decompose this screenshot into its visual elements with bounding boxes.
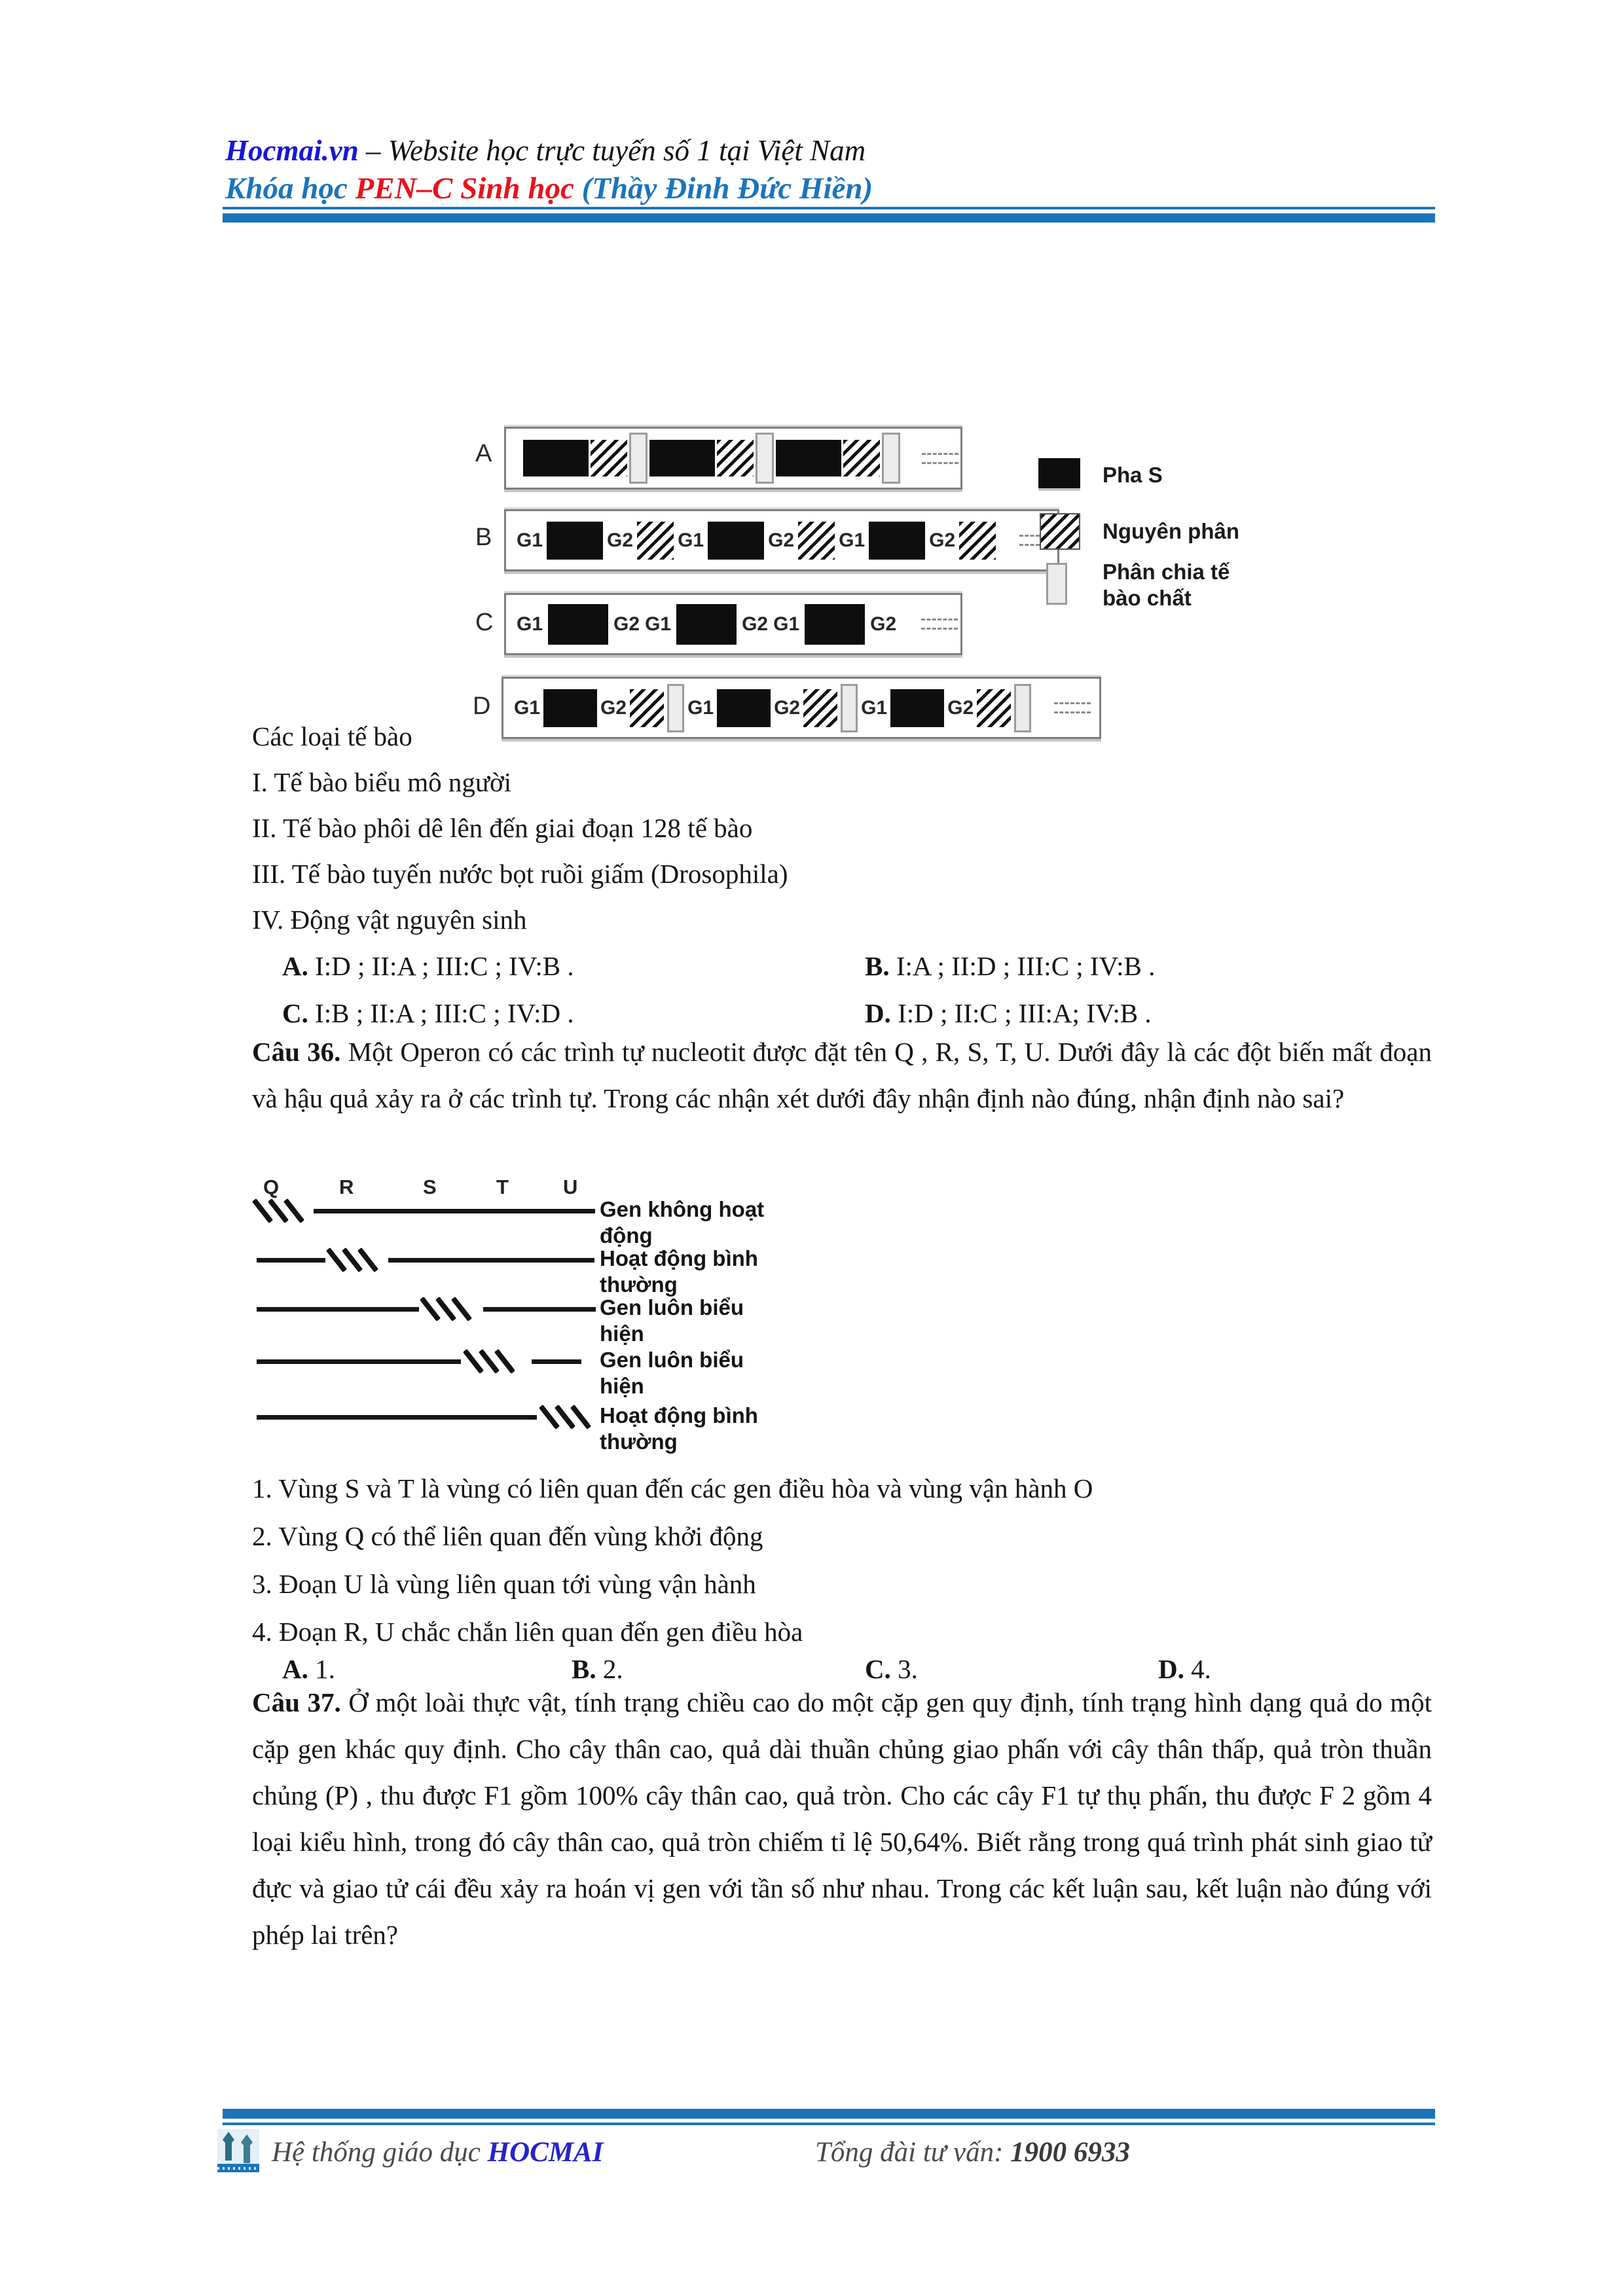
operon-row-5 (257, 1401, 589, 1433)
operon-gap (473, 1309, 479, 1310)
operon-row-1 (257, 1195, 595, 1227)
phase-label-g2: G2 (613, 613, 640, 635)
list-item-2: II. Tế bào phôi dê lên đến giai đoạn 128 tế bào (252, 813, 753, 843)
cell-row-label-c: C (475, 609, 494, 636)
q36-option-c-text: 3. (898, 1654, 918, 1684)
q35-option-c-text: I:B ; II:A ; III:C ; IV:D . (315, 998, 574, 1028)
mitosis-hatch-block (717, 440, 754, 476)
phase-label-g2: G2 (929, 529, 956, 551)
statement-1: 1. Vùng S và T là vùng có liên quan đến các gen điều hòa và vùng vận hành O (252, 1473, 1093, 1503)
phase-label-g1: G1 (861, 696, 888, 719)
legend-label-mitosis: Nguyên phân (1103, 519, 1240, 543)
mitosis-hatch-block (591, 440, 627, 476)
q35-option-b-letter: B. (865, 951, 890, 981)
s-phase-block (649, 440, 715, 476)
q35-option-c (282, 997, 574, 1029)
deleted-region-hatch (541, 1401, 589, 1433)
list-intro: Các loại tế bào (252, 721, 412, 751)
course-teacher: (Thầy Đinh Đức Hiền) (581, 171, 873, 206)
cell-row-label-d: D (473, 692, 491, 720)
cytokinesis-box (882, 433, 900, 484)
mitosis-hatch-block (803, 689, 837, 727)
phase-label-g2: G2 (742, 613, 769, 635)
mitosis-hatch-block (843, 440, 880, 476)
operon-gap (517, 1361, 528, 1362)
cell-row-label-a: A (475, 440, 492, 467)
logo-figure-icon (223, 2132, 234, 2161)
q35-option-a-letter: A. (282, 951, 308, 981)
s-phase-block (890, 689, 944, 727)
footer-hotline-label: Tổng đài tư vấn: (815, 2137, 1011, 2168)
continuation-dashes (1054, 702, 1091, 713)
phase-label-g2: G2 (774, 696, 801, 719)
operon-segment-line (388, 1258, 594, 1263)
phase-label-g1: G1 (517, 529, 543, 551)
operon-letter-q: Q (263, 1175, 280, 1198)
q36-option-c-letter: C. (865, 1654, 891, 1684)
cytokinesis-box (756, 433, 774, 484)
q35-option-b-text: I:A ; II:D ; III:C ; IV:B . (896, 951, 1156, 981)
mitosis-hatch-block (959, 522, 996, 560)
phase-label-g1: G1 (678, 529, 704, 551)
site-name: Hocmai.vn (225, 134, 359, 167)
cell-row-label-b: B (475, 524, 492, 551)
s-phase-block (523, 440, 589, 476)
footer-organization (272, 2136, 603, 2168)
cytokinesis-box (841, 684, 858, 732)
q35-option-d-letter: D. (865, 998, 891, 1028)
s-phase-block (676, 604, 737, 645)
operon-letter-u: U (563, 1175, 578, 1198)
q35-option-a (282, 950, 574, 982)
deleted-region-hatch (257, 1195, 299, 1227)
question-36-body: Một Operon có các trình tự nucleotit được đặt tên Q , R, S, T, U. Dưới đây là các đột biến mất đoạn và hậu quả xảy ra ở các trình tự. Trong các nhận xét dưới đây nhận định nào đúng, nhận định nào sai? (252, 1037, 1432, 1113)
header-rule-thin (223, 207, 1435, 209)
q36-option-d-letter: D. (1158, 1654, 1184, 1684)
legend-label-s-phase: Pha S (1103, 463, 1163, 487)
question-36-text (252, 1029, 1432, 1122)
operon-segment-line (532, 1359, 581, 1364)
mitosis-hatch-block (637, 522, 674, 560)
legend-swatch-s-phase (1038, 458, 1080, 488)
footer-rule-thin (223, 2123, 1435, 2125)
footer-org-prefix: Hệ thống giáo dục (272, 2137, 488, 2168)
s-phase-block (548, 604, 608, 645)
operon-letter-s: S (423, 1175, 437, 1198)
operon-segment-line (257, 1415, 537, 1420)
header-line-1 (225, 134, 866, 168)
footer-hotline (815, 2136, 1130, 2168)
operon-row-2 (257, 1244, 594, 1276)
q36-statements (252, 1465, 1093, 1656)
list-item-3: III. Tế bào tuyến nước bọt ruồi giấm (Drosophila) (252, 859, 788, 889)
continuation-dashes (922, 453, 958, 464)
question-37-body: Ở một loài thực vật, tính trạng chiều cao do một cặp gen quy định, tính trạng hình dạng quả do một cặp gen khác quy định. Cho cây thân cao, quả dài thuần chủng giao phấn với cây thân thấp, quả tròn thuần chủng (P) , thu được F1 gồm 100% cây thân cao, quả tròn. Cho các cây F1 tự thụ phấn, thu được F 2 gồm 4 loại kiểu hình, trong đó cây thân cao, quả tròn chiếm tỉ lệ 50,64%. Biết rằng trong quá trình phát sinh giao tử đực và giao tử cái đều xảy ra hoán vị gen với tần số như nhau. Trong các kết luận sau, kết luận nào đúng với phép lai trên? (252, 1687, 1432, 1950)
logo-base-bar (217, 2164, 259, 2172)
operon-segment-line (257, 1359, 461, 1364)
q36-option-a-letter: A. (282, 1654, 308, 1684)
s-phase-block (776, 440, 841, 476)
s-phase-block (805, 604, 865, 645)
logo-figure-icon (241, 2134, 253, 2163)
list-item-1: I. Tế bào biểu mô người (252, 767, 512, 797)
cell-cycle-row-a (504, 427, 962, 490)
operon-segment-line (483, 1307, 596, 1312)
course-name: PEN–C Sinh học (355, 171, 582, 206)
q35-option-a-text: I:D ; II:A ; III:C ; IV:B . (315, 951, 574, 981)
header-line-2 (225, 171, 873, 206)
phase-label-g2: G2 (607, 529, 634, 551)
mitosis-hatch-block (798, 522, 835, 560)
footer-org-name: HOCMAI (487, 2137, 604, 2168)
phase-label-g1: G1 (839, 529, 866, 551)
question-36-number: Câu 36. (252, 1037, 341, 1067)
operon-row-1-label: Gen không hoạt động (600, 1197, 765, 1247)
operon-row-4 (257, 1346, 581, 1377)
q35-option-c-letter: C. (282, 998, 308, 1028)
footer-hotline-number: 1900 6933 (1010, 2137, 1130, 2168)
operon-row-4-label: Gen luôn biểu hiện (600, 1348, 744, 1398)
mitosis-hatch-block (977, 689, 1011, 727)
operon-segment-line (257, 1307, 419, 1312)
q35-option-d (865, 997, 1152, 1029)
deleted-region-hatch (329, 1244, 375, 1276)
hocmai-logo (217, 2129, 259, 2172)
operon-letter-t: T (496, 1175, 509, 1198)
q36-option-d-text: 4. (1191, 1654, 1211, 1684)
s-phase-block (708, 522, 764, 560)
cell-cycle-row-c (504, 593, 962, 655)
phase-label-g2: G2 (768, 529, 795, 551)
site-tagline: – Website học trực tuyến số 1 tại Việt Nam (358, 134, 866, 167)
statement-2: 2. Vùng Q có thể liên quan đến vùng khởi động (252, 1521, 763, 1551)
statement-4: 4. Đoạn R, U chắc chắn liên quan đến gen điều hòa (252, 1617, 803, 1647)
operon-row-3 (257, 1293, 596, 1325)
continuation-dashes (921, 619, 958, 630)
q36-option-b-letter: B. (572, 1654, 596, 1684)
cytokinesis-box (629, 433, 647, 484)
operon-letter-r: R (339, 1175, 354, 1198)
question-37-number: Câu 37. (252, 1687, 341, 1717)
deleted-region-hatch (423, 1293, 469, 1325)
course-prefix: Khóa học (225, 171, 356, 206)
cell-cycle-row-b (504, 509, 1059, 571)
legend-swatch-mitosis (1040, 513, 1080, 550)
operon-row-5-label: Hoạt động bình thường (600, 1403, 758, 1454)
operon-segment-line (257, 1258, 325, 1263)
q36-option-a-text: 1. (315, 1654, 335, 1684)
phase-label-g1: G1 (517, 613, 543, 635)
phase-label-g2: G2 (870, 613, 897, 635)
list-item-4: IV. Động vật nguyên sinh (252, 905, 527, 935)
phase-label-g1: G1 (645, 613, 672, 635)
q36-option-b-text: 2. (602, 1654, 623, 1684)
deleted-region-hatch (465, 1346, 513, 1377)
phase-label-g1: G1 (687, 696, 714, 719)
operon-row-2-label: Hoạt động bình thường (600, 1246, 758, 1297)
legend-label-cytokinesis: Phân chia tế bào chất (1103, 560, 1230, 610)
q35-option-d-text: I:D ; II:C ; III:A; IV:B . (898, 998, 1152, 1028)
operon-segment-line (314, 1209, 595, 1213)
phase-label-g2: G2 (600, 696, 627, 719)
phase-label-g1: G1 (514, 696, 541, 719)
footer-rule-thick (223, 2109, 1435, 2119)
q35-option-b (865, 950, 1155, 982)
operon-gap (379, 1260, 384, 1261)
operon-row-3-label: Gen luôn biểu hiện (600, 1295, 744, 1346)
s-phase-block (869, 522, 925, 560)
question-37-text (252, 1679, 1432, 1958)
cytokinesis-box (1014, 684, 1031, 732)
s-phase-block (547, 522, 603, 560)
statement-3: 3. Đoạn U là vùng liên quan tới vùng vận hành (252, 1569, 756, 1599)
header-rule-thick (223, 213, 1435, 223)
phase-label-g1: G1 (773, 613, 800, 635)
phase-label-g2: G2 (947, 696, 974, 719)
cell-type-list (252, 713, 788, 942)
legend-swatch-cytokinesis (1046, 563, 1067, 605)
